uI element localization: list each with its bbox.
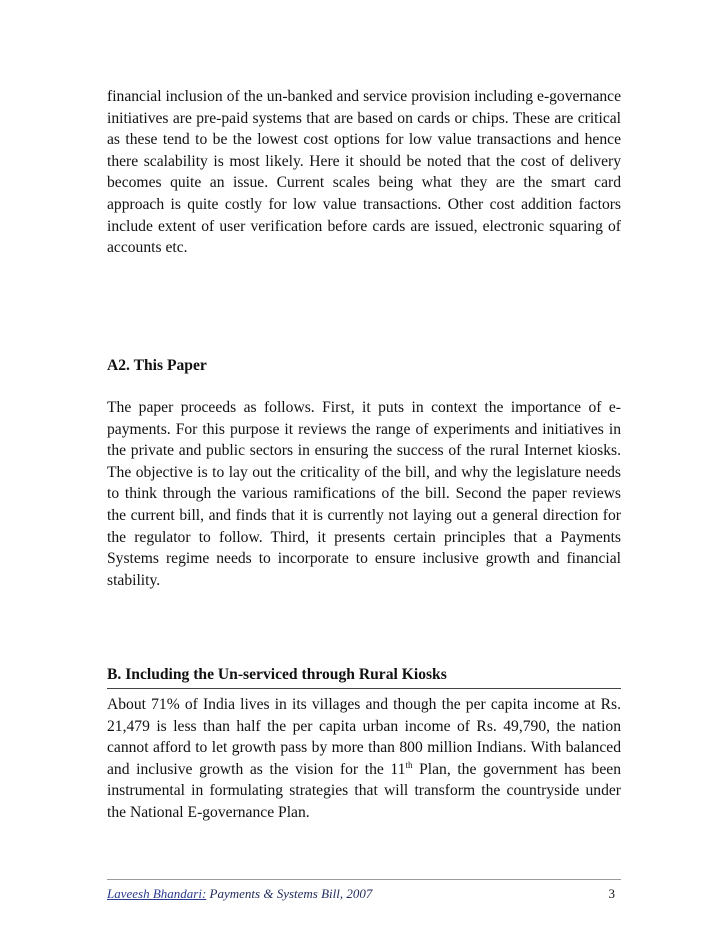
- page-footer: [107, 886, 621, 906]
- footer-divider: [107, 879, 621, 880]
- body-paragraph-intro: financial inclusion of the un-banked and service provision including e-governance initiatives are pre-paid systems that are based on cards or chips. These are critical as these tend to be the lowest cost options for low value transactions and hence there scalability is most likely. Here it should be noted that the cost of delivery becomes quite an issue. Current scales being what they are the smart card approach is quite costly for low value transactions. Other cost addition factors include extent of user verification before cards are issued, electronic squaring of accounts etc.: [107, 88, 621, 257]
- body-paragraph-a2: The paper proceeds as follows. First, it puts in context the importance of e-payments. For this purpose it reviews the range of experiments and initiatives in the private and public sectors in ensuring the success of the rural Internet kiosks. The objective is to lay out the criticality of the bill, and why the legislature needs to think through the various ramifications of the bill. Second the paper reviews the current bill, and finds that it is currently not laying out a general direction for the regulator to follow. Third, it presents certain principles that a Payments Systems regime needs to incorporate to ensure inclusive growth and financial stability.: [107, 399, 621, 589]
- body-text-b-part2: Plan, the government has been instrumental in formulating strategies that will transform the countryside under the National E-governance Plan.: [107, 760, 621, 821]
- section-heading-underline: [107, 688, 621, 689]
- section-heading-a2: A2. This Paper: [107, 357, 207, 374]
- footer-document-title: Payments & Systems Bill, 2007: [206, 886, 373, 901]
- footer-author-link[interactable]: Laveesh Bhandari:: [107, 886, 207, 901]
- ordinal-superscript: th: [405, 759, 413, 770]
- page-number: 3: [608, 886, 615, 901]
- body-text-b-part1: About 71% of India lives in its villages and though the per capita income at Rs. 21,479 is less than half the per capita urban income of Rs. 49,790, the nation cannot afford to let growth pass by more than 800 million Indians. With balanced and inclusive growth as the vision for the 11: [107, 696, 621, 778]
- section-heading-b: B. Including the Un-serviced through Rural Kiosks: [107, 666, 447, 683]
- body-paragraph-b: [107, 694, 621, 824]
